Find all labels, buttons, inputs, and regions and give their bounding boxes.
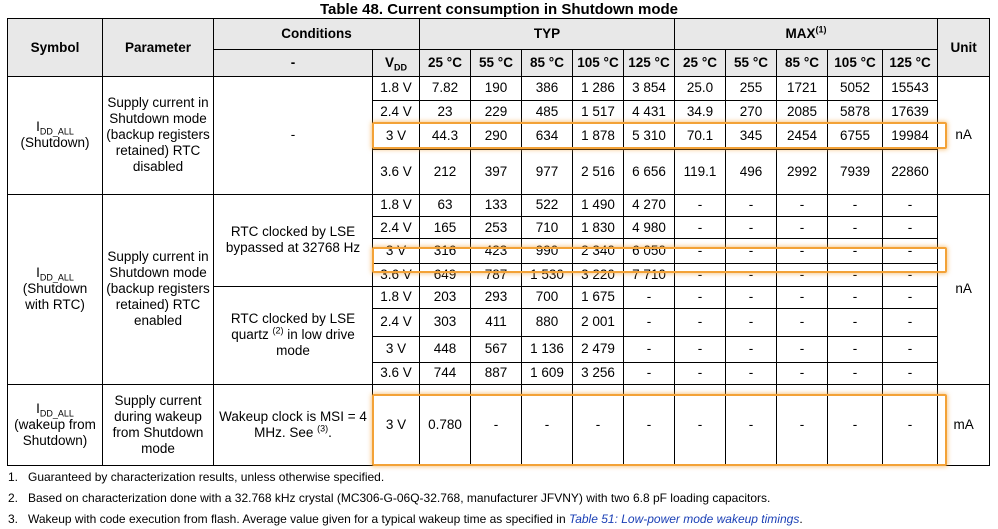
typ-value: 2 001 — [573, 308, 624, 336]
max-value: - — [883, 264, 938, 286]
typ-value: 386 — [522, 77, 573, 101]
typ-value: 1 675 — [573, 286, 624, 308]
unit-cell: mA — [938, 385, 990, 466]
max-value: - — [883, 217, 938, 239]
header-max-55: 55 °C — [726, 50, 777, 77]
max-value: - — [883, 385, 938, 466]
max-value: - — [777, 239, 828, 264]
typ-value: 5 310 — [624, 124, 675, 150]
typ-value: 316 — [420, 239, 471, 264]
typ-value: 253 — [471, 217, 522, 239]
max-value: - — [777, 308, 828, 336]
vdd-cell: 2.4 V — [373, 217, 420, 239]
typ-value: 2 340 — [573, 239, 624, 264]
max-value: - — [828, 362, 883, 384]
table-row — [8, 194, 990, 216]
typ-value: 2 479 — [573, 336, 624, 362]
typ-value: 880 — [522, 308, 573, 336]
max-value: 119.1 — [675, 149, 726, 194]
max-value: 2454 — [777, 124, 828, 150]
max-value: - — [828, 308, 883, 336]
footnote-3: 3. Wakeup with code execution from flash. Average value given for a typical wakeup time as specified in Table 51: Low-power mode wakeup timings. — [8, 512, 803, 526]
typ-value: 3 854 — [624, 77, 675, 101]
typ-value: 710 — [522, 217, 573, 239]
typ-value: 44.3 — [420, 124, 471, 150]
max-value: 5878 — [828, 100, 883, 124]
max-value: 19984 — [883, 124, 938, 150]
max-value: - — [828, 385, 883, 466]
vdd-cell: 2.4 V — [373, 100, 420, 124]
max-value: 34.9 — [675, 100, 726, 124]
parameter-cell: Supply current in Shutdown mode (backup registers retained) RTC disabled — [103, 77, 214, 195]
max-value: - — [828, 217, 883, 239]
unit-cell: nA — [938, 194, 990, 384]
symbol-cell: $I_{DD\_ALL}$ (Shutdown with RTC) — [8, 194, 103, 384]
max-value: - — [726, 308, 777, 336]
typ-value: 7.82 — [420, 77, 471, 101]
vdd-cell: 3 V — [373, 239, 420, 264]
table-51-link[interactable]: Table 51: Low-power mode wakeup timings — [568, 512, 800, 526]
condition-cell: RTC clocked by LSE bypassed at 32768 Hz — [214, 194, 373, 286]
header-max-85: 85 °C — [777, 50, 828, 77]
max-value: - — [777, 336, 828, 362]
typ-value: 133 — [471, 194, 522, 216]
typ-value: 6 656 — [624, 149, 675, 194]
parameter-cell: Supply current during wakeup from Shutdown mode — [103, 385, 214, 466]
typ-value: 63 — [420, 194, 471, 216]
header-typ-125: 125 °C — [624, 50, 675, 77]
max-value: - — [726, 385, 777, 466]
condition-cell: - — [214, 77, 373, 195]
typ-value: 4 431 — [624, 100, 675, 124]
header-typ: TYP — [420, 19, 675, 50]
typ-value: 0.780 — [420, 385, 471, 466]
max-value: - — [883, 239, 938, 264]
vdd-cell: 3 V — [373, 336, 420, 362]
header-typ-25: 25 °C — [420, 50, 471, 77]
typ-value: 7 710 — [624, 264, 675, 286]
header-symbol: Symbol — [8, 19, 103, 77]
typ-value: 1 136 — [522, 336, 573, 362]
symbol-cell: $I_{DD\_ALL}$ (Shutdown) — [8, 77, 103, 195]
vdd-cell: 3 V — [373, 124, 420, 150]
condition-cell: Wakeup clock is MSI = 4 MHz. See $^{(3)}$. — [214, 385, 373, 466]
max-value: - — [675, 194, 726, 216]
header-typ-105: 105 °C — [573, 50, 624, 77]
max-value: 5052 — [828, 77, 883, 101]
typ-value: 3 256 — [573, 362, 624, 384]
typ-value: 6 050 — [624, 239, 675, 264]
max-value: - — [883, 286, 938, 308]
typ-value: 1 517 — [573, 100, 624, 124]
header-parameter: Parameter — [103, 19, 214, 77]
header-max-25: 25 °C — [675, 50, 726, 77]
typ-value: 423 — [471, 239, 522, 264]
max-value: - — [828, 264, 883, 286]
max-value: - — [777, 385, 828, 466]
vdd-cell: 1.8 V — [373, 77, 420, 101]
max-value: - — [883, 362, 938, 384]
max-value: 25.0 — [675, 77, 726, 101]
max-value: 2085 — [777, 100, 828, 124]
typ-value: 212 — [420, 149, 471, 194]
typ-value: 203 — [420, 286, 471, 308]
typ-value: 448 — [420, 336, 471, 362]
max-value: 1721 — [777, 77, 828, 101]
table-row — [8, 385, 990, 466]
footnote-2: 2. Based on characterization done with a 32.768 kHz crystal (MC306-G-06Q-32.768, manufacturer JFVNY) with two 6.8 pF loading capacitors. — [8, 491, 771, 505]
typ-value: 411 — [471, 308, 522, 336]
typ-value: - — [624, 286, 675, 308]
max-value: - — [777, 264, 828, 286]
vdd-cell: 1.8 V — [373, 194, 420, 216]
typ-value: 190 — [471, 77, 522, 101]
typ-value: 567 — [471, 336, 522, 362]
max-value: - — [675, 336, 726, 362]
max-value: - — [675, 217, 726, 239]
max-value: 17639 — [883, 100, 938, 124]
max-value: - — [726, 239, 777, 264]
typ-value: 990 — [522, 239, 573, 264]
vdd-cell: 3 V — [373, 385, 420, 466]
typ-value: 485 — [522, 100, 573, 124]
header-max-125: 125 °C — [883, 50, 938, 77]
typ-value: 290 — [471, 124, 522, 150]
vdd-cell: 1.8 V — [373, 286, 420, 308]
symbol-cell: $I_{DD\_ALL}$ (wakeup from Shutdown) — [8, 385, 103, 466]
max-value: 7939 — [828, 149, 883, 194]
vdd-cell: 3.6 V — [373, 149, 420, 194]
typ-value: - — [624, 385, 675, 466]
typ-value: 229 — [471, 100, 522, 124]
typ-value: 4 980 — [624, 217, 675, 239]
typ-value: 522 — [522, 194, 573, 216]
condition-cell: RTC clocked by LSE quartz $^{(2)}$ in low drive mode — [214, 286, 373, 385]
max-value: - — [675, 286, 726, 308]
max-value: - — [726, 336, 777, 362]
max-value: - — [777, 286, 828, 308]
max-value: - — [726, 194, 777, 216]
typ-value: 1 878 — [573, 124, 624, 150]
max-value: 345 — [726, 124, 777, 150]
max-value: - — [675, 239, 726, 264]
header-max: MAX$^{(1)}$ — [675, 19, 938, 50]
vdd-cell: 3.6 V — [373, 264, 420, 286]
typ-value: 634 — [522, 124, 573, 150]
header-conditions: Conditions — [214, 19, 420, 50]
header-vdd: $V_{DD}$ — [373, 50, 420, 77]
max-value: - — [777, 194, 828, 216]
typ-value: - — [522, 385, 573, 466]
typ-value: - — [573, 385, 624, 466]
typ-value: 744 — [420, 362, 471, 384]
max-value: - — [828, 286, 883, 308]
max-value: - — [828, 336, 883, 362]
unit-cell: nA — [938, 77, 990, 195]
max-value: 496 — [726, 149, 777, 194]
max-value: - — [726, 362, 777, 384]
typ-value: 977 — [522, 149, 573, 194]
typ-value: - — [624, 362, 675, 384]
typ-value: 23 — [420, 100, 471, 124]
max-value: - — [675, 264, 726, 286]
typ-value: 787 — [471, 264, 522, 286]
typ-value: - — [624, 336, 675, 362]
max-value: - — [726, 286, 777, 308]
max-value: - — [726, 264, 777, 286]
max-value: - — [675, 308, 726, 336]
vdd-cell: 3.6 V — [373, 362, 420, 384]
header-conditions-sub: - — [214, 50, 373, 77]
max-value: - — [675, 362, 726, 384]
typ-value: 1 830 — [573, 217, 624, 239]
typ-value: 165 — [420, 217, 471, 239]
max-value: 270 — [726, 100, 777, 124]
typ-value: 1 490 — [573, 194, 624, 216]
max-value: - — [777, 217, 828, 239]
max-value: - — [883, 308, 938, 336]
header-max-105: 105 °C — [828, 50, 883, 77]
typ-value: 700 — [522, 286, 573, 308]
header-typ-85: 85 °C — [522, 50, 573, 77]
max-value: 6755 — [828, 124, 883, 150]
typ-value: 303 — [420, 308, 471, 336]
header-unit: Unit — [938, 19, 990, 77]
vdd-cell: 2.4 V — [373, 308, 420, 336]
typ-value: 293 — [471, 286, 522, 308]
max-value: - — [828, 194, 883, 216]
typ-value: 1 609 — [522, 362, 573, 384]
header-typ-55: 55 °C — [471, 50, 522, 77]
max-value: - — [777, 362, 828, 384]
typ-value: 2 516 — [573, 149, 624, 194]
max-value: - — [726, 217, 777, 239]
max-value: - — [828, 239, 883, 264]
max-value: - — [883, 194, 938, 216]
max-value: 22860 — [883, 149, 938, 194]
footnote-1: 1. Guaranteed by characterization results, unless otherwise specified. — [8, 470, 385, 484]
typ-value: 4 270 — [624, 194, 675, 216]
table-row — [8, 77, 990, 101]
typ-value: 397 — [471, 149, 522, 194]
max-value: 2992 — [777, 149, 828, 194]
typ-value: - — [471, 385, 522, 466]
max-value: - — [675, 385, 726, 466]
parameter-cell: Supply current in Shutdown mode (backup registers retained) RTC enabled — [103, 194, 214, 384]
typ-value: 1 286 — [573, 77, 624, 101]
table-title: Table 48. Current consumption in Shutdown mode — [319, 1, 679, 18]
max-value: - — [883, 336, 938, 362]
typ-value: 649 — [420, 264, 471, 286]
max-value: 255 — [726, 77, 777, 101]
typ-value: - — [624, 308, 675, 336]
current-consumption-table — [7, 18, 990, 466]
typ-value: 3 220 — [573, 264, 624, 286]
max-value: 70.1 — [675, 124, 726, 150]
typ-value: 1 530 — [522, 264, 573, 286]
typ-value: 887 — [471, 362, 522, 384]
max-value: 15543 — [883, 77, 938, 101]
